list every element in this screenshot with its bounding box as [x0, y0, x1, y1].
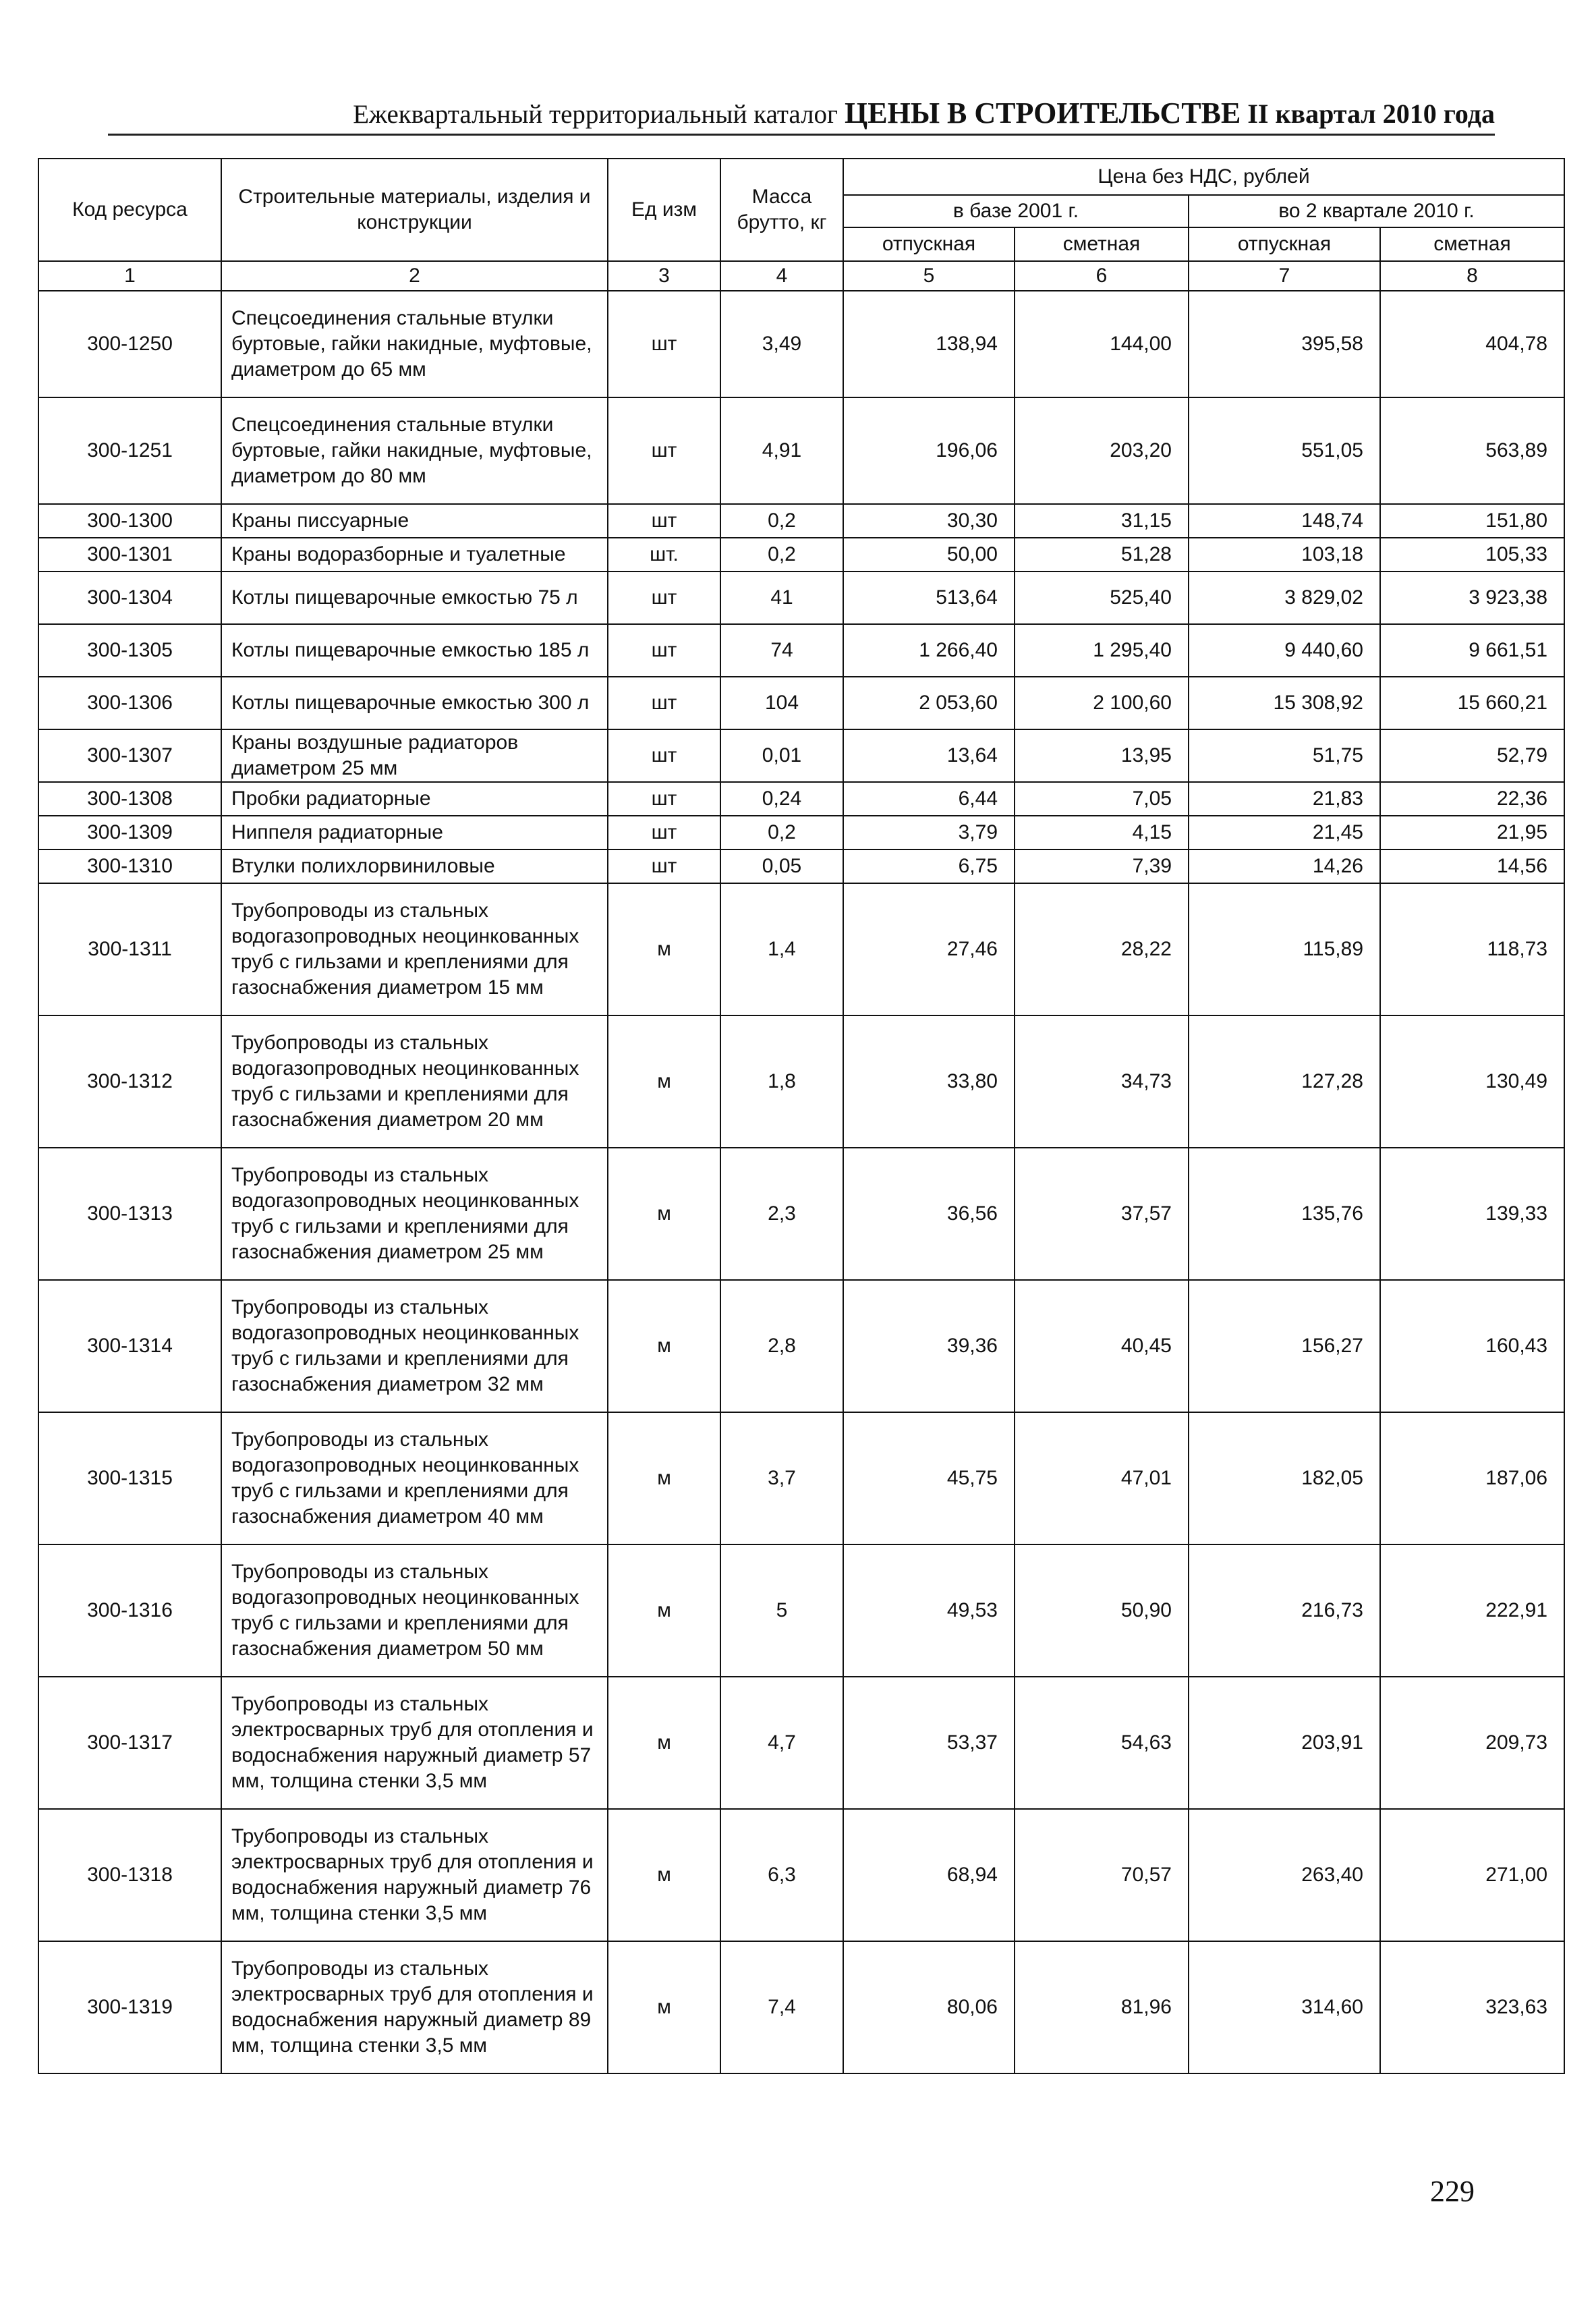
- q2-release-price: 21,45: [1189, 816, 1380, 849]
- unit-of-measure: шт: [608, 782, 720, 816]
- gross-mass: 0,24: [720, 782, 843, 816]
- table-row: [38, 1280, 1564, 1412]
- unit-of-measure: м: [608, 1677, 720, 1809]
- base-estimate-price: 40,45: [1015, 1280, 1189, 1412]
- resource-code: 300-1301: [38, 538, 221, 572]
- page-header: [108, 93, 1495, 136]
- unit-of-measure: м: [608, 1412, 720, 1544]
- catalog-quarter: II квартал 2010 года: [1247, 99, 1495, 129]
- resource-code: 300-1311: [38, 883, 221, 1015]
- resource-code: 300-1315: [38, 1412, 221, 1544]
- header-price-group: Цена без НДС, рублей: [843, 159, 1564, 195]
- base-estimate-price: 7,05: [1015, 782, 1189, 816]
- q2-estimate-price: 323,63: [1380, 1941, 1564, 2073]
- q2-estimate-price: 160,43: [1380, 1280, 1564, 1412]
- table-row: [38, 1941, 1564, 2073]
- q2-release-price: 9 440,60: [1189, 624, 1380, 677]
- table-row: [38, 677, 1564, 729]
- header-q2-2010: во 2 квартале 2010 г.: [1189, 195, 1564, 227]
- table-row: [38, 729, 1564, 782]
- resource-code: 300-1312: [38, 1015, 221, 1148]
- base-estimate-price: 70,57: [1015, 1809, 1189, 1941]
- base-estimate-price: 54,63: [1015, 1677, 1189, 1809]
- material-name: Трубопроводы из стальных электросварных труб для отопления и водоснабжения наружный диаметр 76 мм, толщина стенки 3,5 мм: [221, 1809, 608, 1941]
- unit-of-measure: м: [608, 883, 720, 1015]
- gross-mass: 104: [720, 677, 843, 729]
- table-row: [38, 883, 1564, 1015]
- table-row: [38, 1412, 1564, 1544]
- unit-of-measure: шт: [608, 572, 720, 624]
- q2-estimate-price: 209,73: [1380, 1677, 1564, 1809]
- base-estimate-price: 4,15: [1015, 816, 1189, 849]
- q2-estimate-price: 3 923,38: [1380, 572, 1564, 624]
- q2-release-price: 51,75: [1189, 729, 1380, 782]
- gross-mass: 41: [720, 572, 843, 624]
- header-name: Строительные материалы, изделия и конструкции: [221, 159, 608, 261]
- q2-estimate-price: 222,91: [1380, 1544, 1564, 1677]
- material-name: Трубопроводы из стальных водогазопроводных неоцинкованных труб с гильзами и креплениями для газоснабжения диаметром 25 мм: [221, 1148, 608, 1280]
- gross-mass: 0,2: [720, 816, 843, 849]
- resource-code: 300-1317: [38, 1677, 221, 1809]
- gross-mass: 0,2: [720, 504, 843, 538]
- gross-mass: 1,8: [720, 1015, 843, 1148]
- q2-estimate-price: 22,36: [1380, 782, 1564, 816]
- base-release-price: 45,75: [843, 1412, 1015, 1544]
- table-row: [38, 538, 1564, 572]
- base-release-price: 513,64: [843, 572, 1015, 624]
- q2-release-price: 216,73: [1189, 1544, 1380, 1677]
- resource-code: 300-1309: [38, 816, 221, 849]
- table-row: [38, 1148, 1564, 1280]
- column-number: 5: [843, 261, 1015, 291]
- gross-mass: 4,7: [720, 1677, 843, 1809]
- q2-release-price: 127,28: [1189, 1015, 1380, 1148]
- material-name: Спецсоединения стальные втулки буртовые, гайки накидные, муфтовые, диаметром до 80 мм: [221, 397, 608, 504]
- base-release-price: 6,44: [843, 782, 1015, 816]
- gross-mass: 4,91: [720, 397, 843, 504]
- gross-mass: 1,4: [720, 883, 843, 1015]
- column-number: 2: [221, 261, 608, 291]
- column-number-row: [38, 261, 1564, 291]
- header-base-estimate: сметная: [1015, 227, 1189, 261]
- q2-release-price: 21,83: [1189, 782, 1380, 816]
- material-name: Втулки полихлорвиниловые: [221, 849, 608, 883]
- material-name: Краны воздушные радиаторов диаметром 25 мм: [221, 729, 608, 782]
- material-name: Ниппеля радиаторные: [221, 816, 608, 849]
- material-name: Трубопроводы из стальных водогазопроводных неоцинкованных труб с гильзами и креплениями для газоснабжения диаметром 50 мм: [221, 1544, 608, 1677]
- base-release-price: 27,46: [843, 883, 1015, 1015]
- base-estimate-price: 1 295,40: [1015, 624, 1189, 677]
- unit-of-measure: м: [608, 1544, 720, 1677]
- resource-code: 300-1251: [38, 397, 221, 504]
- q2-estimate-price: 14,56: [1380, 849, 1564, 883]
- resource-code: 300-1319: [38, 1941, 221, 2073]
- table-row: [38, 1544, 1564, 1677]
- page-number: 229: [1430, 2175, 1475, 2208]
- resource-code: 300-1314: [38, 1280, 221, 1412]
- column-number: 3: [608, 261, 720, 291]
- table-row: [38, 397, 1564, 504]
- unit-of-measure: м: [608, 1941, 720, 2073]
- q2-release-price: 203,91: [1189, 1677, 1380, 1809]
- column-number: 6: [1015, 261, 1189, 291]
- material-name: Спецсоединения стальные втулки буртовые, гайки накидные, муфтовые, диаметром до 65 мм: [221, 291, 608, 397]
- material-name: Котлы пищеварочные емкостью 75 л: [221, 572, 608, 624]
- table-row: [38, 291, 1564, 397]
- q2-release-price: 156,27: [1189, 1280, 1380, 1412]
- header-q2-estimate: сметная: [1380, 227, 1564, 261]
- gross-mass: 3,7: [720, 1412, 843, 1544]
- table-row: [38, 849, 1564, 883]
- base-release-price: 80,06: [843, 1941, 1015, 2073]
- base-estimate-price: 37,57: [1015, 1148, 1189, 1280]
- resource-code: 300-1300: [38, 504, 221, 538]
- unit-of-measure: м: [608, 1809, 720, 1941]
- q2-release-price: 551,05: [1189, 397, 1380, 504]
- q2-estimate-price: 151,80: [1380, 504, 1564, 538]
- q2-estimate-price: 105,33: [1380, 538, 1564, 572]
- resource-code: 300-1304: [38, 572, 221, 624]
- column-number: 4: [720, 261, 843, 291]
- base-release-price: 3,79: [843, 816, 1015, 849]
- q2-release-price: 182,05: [1189, 1412, 1380, 1544]
- q2-estimate-price: 21,95: [1380, 816, 1564, 849]
- base-estimate-price: 7,39: [1015, 849, 1189, 883]
- column-number: 1: [38, 261, 221, 291]
- base-release-price: 1 266,40: [843, 624, 1015, 677]
- material-name: Трубопроводы из стальных электросварных труб для отопления и водоснабжения наружный диаметр 89 мм, толщина стенки 3,5 мм: [221, 1941, 608, 2073]
- base-estimate-price: 2 100,60: [1015, 677, 1189, 729]
- unit-of-measure: шт: [608, 504, 720, 538]
- unit-of-measure: шт: [608, 624, 720, 677]
- resource-code: 300-1318: [38, 1809, 221, 1941]
- gross-mass: 3,49: [720, 291, 843, 397]
- base-estimate-price: 28,22: [1015, 883, 1189, 1015]
- table-row: [38, 816, 1564, 849]
- q2-release-price: 314,60: [1189, 1941, 1380, 2073]
- gross-mass: 6,3: [720, 1809, 843, 1941]
- q2-release-price: 14,26: [1189, 849, 1380, 883]
- material-name: Краны писсуарные: [221, 504, 608, 538]
- base-estimate-price: 203,20: [1015, 397, 1189, 504]
- table-row: [38, 1677, 1564, 1809]
- gross-mass: 2,8: [720, 1280, 843, 1412]
- base-release-price: 36,56: [843, 1148, 1015, 1280]
- base-estimate-price: 144,00: [1015, 291, 1189, 397]
- q2-estimate-price: 139,33: [1380, 1148, 1564, 1280]
- header-mass: Масса брутто, кг: [720, 159, 843, 261]
- header-base-2001: в базе 2001 г.: [843, 195, 1189, 227]
- q2-release-price: 3 829,02: [1189, 572, 1380, 624]
- resource-code: 300-1308: [38, 782, 221, 816]
- gross-mass: 7,4: [720, 1941, 843, 2073]
- column-number: 8: [1380, 261, 1564, 291]
- q2-estimate-price: 271,00: [1380, 1809, 1564, 1941]
- resource-code: 300-1306: [38, 677, 221, 729]
- base-release-price: 138,94: [843, 291, 1015, 397]
- unit-of-measure: шт: [608, 849, 720, 883]
- unit-of-measure: м: [608, 1015, 720, 1148]
- table-row: [38, 782, 1564, 816]
- base-release-price: 30,30: [843, 504, 1015, 538]
- gross-mass: 0,05: [720, 849, 843, 883]
- header-q2-release: отпускная: [1189, 227, 1380, 261]
- unit-of-measure: шт.: [608, 538, 720, 572]
- gross-mass: 0,01: [720, 729, 843, 782]
- base-estimate-price: 47,01: [1015, 1412, 1189, 1544]
- base-estimate-price: 13,95: [1015, 729, 1189, 782]
- material-name: Котлы пищеварочные емкостью 185 л: [221, 624, 608, 677]
- q2-release-price: 135,76: [1189, 1148, 1380, 1280]
- q2-release-price: 15 308,92: [1189, 677, 1380, 729]
- q2-release-price: 115,89: [1189, 883, 1380, 1015]
- q2-estimate-price: 563,89: [1380, 397, 1564, 504]
- gross-mass: 74: [720, 624, 843, 677]
- base-release-price: 49,53: [843, 1544, 1015, 1677]
- q2-release-price: 395,58: [1189, 291, 1380, 397]
- q2-estimate-price: 187,06: [1380, 1412, 1564, 1544]
- resource-code: 300-1250: [38, 291, 221, 397]
- base-release-price: 2 053,60: [843, 677, 1015, 729]
- table-row: [38, 504, 1564, 538]
- q2-estimate-price: 118,73: [1380, 883, 1564, 1015]
- material-name: Трубопроводы из стальных водогазопроводных неоцинкованных труб с гильзами и креплениями для газоснабжения диаметром 15 мм: [221, 883, 608, 1015]
- base-estimate-price: 31,15: [1015, 504, 1189, 538]
- catalog-title: ЦЕНЫ В СТРОИТЕЛЬСТВЕ: [845, 96, 1241, 130]
- material-name: Трубопроводы из стальных водогазопроводных неоцинкованных труб с гильзами и креплениями для газоснабжения диаметром 40 мм: [221, 1412, 608, 1544]
- header-unit: Ед изм: [608, 159, 720, 261]
- base-estimate-price: 51,28: [1015, 538, 1189, 572]
- material-name: Краны водоразборные и туалетные: [221, 538, 608, 572]
- unit-of-measure: м: [608, 1148, 720, 1280]
- base-release-price: 13,64: [843, 729, 1015, 782]
- base-estimate-price: 81,96: [1015, 1941, 1189, 2073]
- column-number: 7: [1189, 261, 1380, 291]
- price-table-body: [38, 261, 1564, 2073]
- base-release-price: 196,06: [843, 397, 1015, 504]
- q2-estimate-price: 130,49: [1380, 1015, 1564, 1148]
- price-table: [38, 158, 1565, 2074]
- material-name: Трубопроводы из стальных водогазопроводных неоцинкованных труб с гильзами и креплениями для газоснабжения диаметром 32 мм: [221, 1280, 608, 1412]
- table-row: [38, 624, 1564, 677]
- resource-code: 300-1313: [38, 1148, 221, 1280]
- unit-of-measure: шт: [608, 816, 720, 849]
- q2-release-price: 103,18: [1189, 538, 1380, 572]
- base-release-price: 33,80: [843, 1015, 1015, 1148]
- gross-mass: 2,3: [720, 1148, 843, 1280]
- header-code: Код ресурса: [38, 159, 221, 261]
- resource-code: 300-1305: [38, 624, 221, 677]
- material-name: Трубопроводы из стальных водогазопроводных неоцинкованных труб с гильзами и креплениями для газоснабжения диаметром 20 мм: [221, 1015, 608, 1148]
- gross-mass: 0,2: [720, 538, 843, 572]
- header-base-release: отпускная: [843, 227, 1015, 261]
- unit-of-measure: шт: [608, 291, 720, 397]
- unit-of-measure: м: [608, 1280, 720, 1412]
- material-name: Котлы пищеварочные емкостью 300 л: [221, 677, 608, 729]
- q2-estimate-price: 404,78: [1380, 291, 1564, 397]
- unit-of-measure: шт: [608, 397, 720, 504]
- q2-release-price: 263,40: [1189, 1809, 1380, 1941]
- base-estimate-price: 525,40: [1015, 572, 1189, 624]
- unit-of-measure: шт: [608, 677, 720, 729]
- q2-estimate-price: 52,79: [1380, 729, 1564, 782]
- base-release-price: 6,75: [843, 849, 1015, 883]
- material-name: Трубопроводы из стальных электросварных труб для отопления и водоснабжения наружный диаметр 57 мм, толщина стенки 3,5 мм: [221, 1677, 608, 1809]
- base-release-price: 50,00: [843, 538, 1015, 572]
- material-name: Пробки радиаторные: [221, 782, 608, 816]
- base-release-price: 39,36: [843, 1280, 1015, 1412]
- base-estimate-price: 50,90: [1015, 1544, 1189, 1677]
- resource-code: 300-1310: [38, 849, 221, 883]
- catalog-name: Ежеквартальный территориальный каталог: [353, 100, 838, 129]
- gross-mass: 5: [720, 1544, 843, 1677]
- table-row: [38, 1809, 1564, 1941]
- q2-release-price: 148,74: [1189, 504, 1380, 538]
- q2-estimate-price: 9 661,51: [1380, 624, 1564, 677]
- q2-estimate-price: 15 660,21: [1380, 677, 1564, 729]
- base-estimate-price: 34,73: [1015, 1015, 1189, 1148]
- unit-of-measure: шт: [608, 729, 720, 782]
- table-row: [38, 572, 1564, 624]
- base-release-price: 53,37: [843, 1677, 1015, 1809]
- resource-code: 300-1316: [38, 1544, 221, 1677]
- resource-code: 300-1307: [38, 729, 221, 782]
- base-release-price: 68,94: [843, 1809, 1015, 1941]
- table-row: [38, 1015, 1564, 1148]
